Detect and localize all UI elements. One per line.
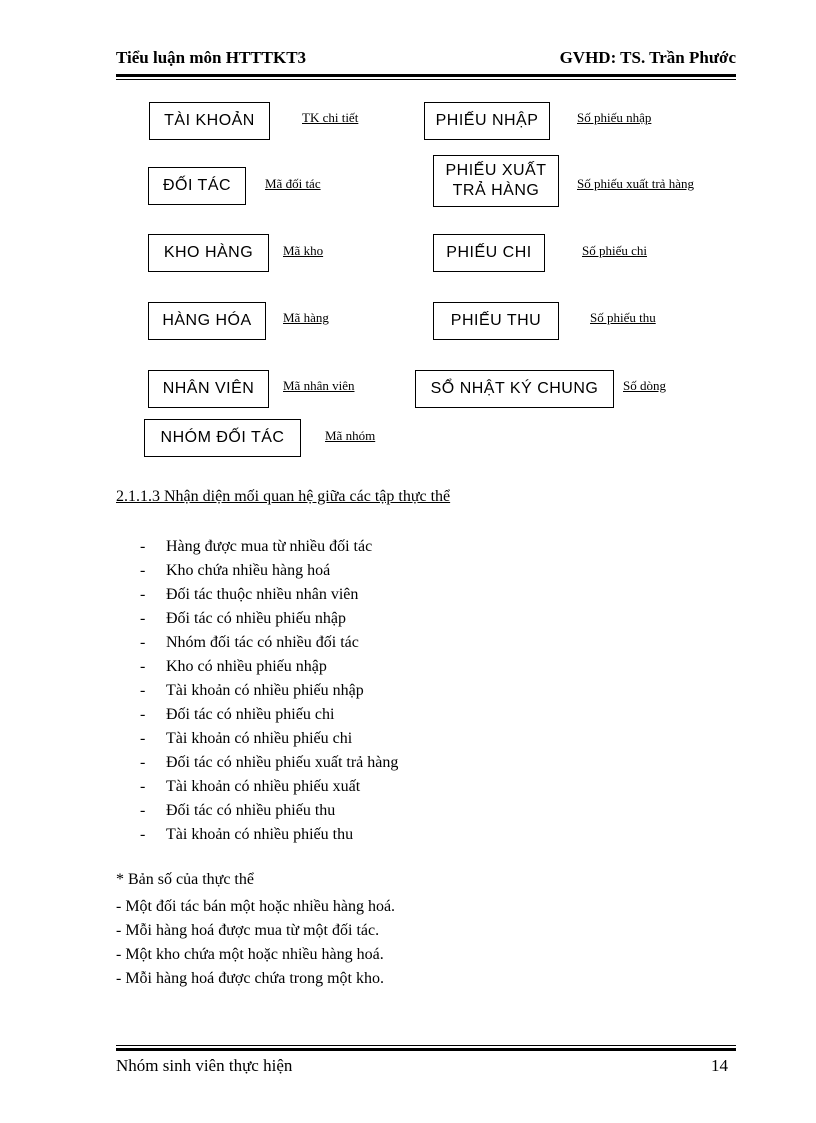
header-rule-thin: [116, 79, 736, 80]
header-course-title: Tiểu luận môn HTTTKT3: [116, 48, 307, 67]
list-item: - Đối tác có nhiều phiếu thu: [140, 802, 336, 819]
entity-key-phieu-xuat-tra-hang: Số phiếu xuất trả hàng: [577, 176, 694, 191]
list-item: - Đối tác có nhiều phiếu xuất trả hàng: [140, 754, 399, 771]
entity-key-phieu-thu: Số phiếu thu: [590, 310, 656, 325]
entity-key-doi-tac: Mã đối tác: [265, 176, 321, 191]
entity-box-phieu-thu: PHIẾU THU: [433, 302, 559, 340]
list-item: - Một kho chứa một hoặc nhiều hàng hoá.: [116, 946, 384, 963]
list-item: - Tài khoản có nhiều phiếu chi: [140, 730, 353, 747]
section-heading: 2.1.1.3 Nhận diện mối quan hệ giữa các tập thực thể: [116, 488, 451, 505]
header-rule-thick: [116, 74, 736, 77]
entity-box-phieu-chi: PHIẾU CHI: [433, 234, 545, 272]
list-item: - Tài khoản có nhiều phiếu nhập: [140, 682, 364, 699]
list-item: - Đối tác có nhiều phiếu chi: [140, 706, 335, 723]
list-item: - Kho có nhiều phiếu nhập: [140, 658, 327, 675]
footer-rule-thick: [116, 1048, 736, 1051]
entity-box-kho-hang: KHO HÀNG: [148, 234, 269, 272]
list-item: - Hàng được mua từ nhiều đối tác: [140, 538, 373, 555]
entity-box-so-nhat-ky-chung: SỔ NHẬT KÝ CHUNG: [415, 370, 614, 408]
list-item: - Kho chứa nhiều hàng hoá: [140, 562, 331, 579]
entity-key-nhom-doi-tac: Mã nhóm: [325, 428, 376, 443]
list-item: - Tài khoản có nhiều phiếu thu: [140, 826, 354, 843]
entity-box-phieu-nhap: PHIẾU NHẬP: [424, 102, 550, 140]
page-header: [116, 48, 736, 72]
entity-key-nhan-vien: Mã nhân viên: [283, 378, 355, 393]
cardinality-list: [116, 895, 395, 991]
entity-box-doi-tac: ĐỐI TÁC: [148, 167, 246, 205]
entity-box-nhan-vien: NHÂN VIÊN: [148, 370, 269, 408]
entity-key-kho-hang: Mã kho: [283, 243, 324, 258]
entity-box-nhom-doi-tac: NHÓM ĐỐI TÁC: [144, 419, 301, 457]
footer-rule-thin: [116, 1045, 736, 1046]
footer-group-label: Nhóm sinh viên thực hiện: [116, 1056, 293, 1075]
header-instructor: GVHD: TS. Trần Phước: [559, 48, 736, 67]
list-item: - Mỗi hàng hoá được chứa trong một kho.: [116, 970, 384, 987]
list-item: - Đối tác thuộc nhiều nhân viên: [140, 586, 359, 603]
entity-key-hang-hoa: Mã hàng: [283, 310, 329, 325]
page-number: 14: [711, 1056, 728, 1075]
entity-key-so-nhat-ky-chung: Số dòng: [623, 378, 666, 393]
list-item: - Mỗi hàng hoá được mua từ một đối tác.: [116, 922, 380, 939]
list-item: - Tài khoản có nhiều phiếu xuất: [140, 778, 361, 795]
entity-key-phieu-chi: Số phiếu chi: [582, 243, 647, 258]
list-item: - Nhóm đối tác có nhiều đối tác: [140, 634, 359, 651]
entity-box-hang-hoa: HÀNG HÓA: [148, 302, 266, 340]
cardinality-title: * Bản số của thực thể: [116, 871, 254, 888]
entity-key-phieu-nhap: Số phiếu nhập: [577, 110, 652, 125]
entity-box-phieu-xuat-tra-hang: PHIẾU XUẤT TRẢ HÀNG: [433, 155, 559, 207]
entity-box-tai-khoan: TÀI KHOẢN: [149, 102, 270, 140]
entity-key-tai-khoan: TK chi tiết: [302, 110, 359, 125]
list-item: - Đối tác có nhiều phiếu nhập: [140, 610, 346, 627]
relationship-list: [140, 535, 398, 847]
list-item: - Một đối tác bán một hoặc nhiều hàng hoá.: [116, 898, 396, 915]
